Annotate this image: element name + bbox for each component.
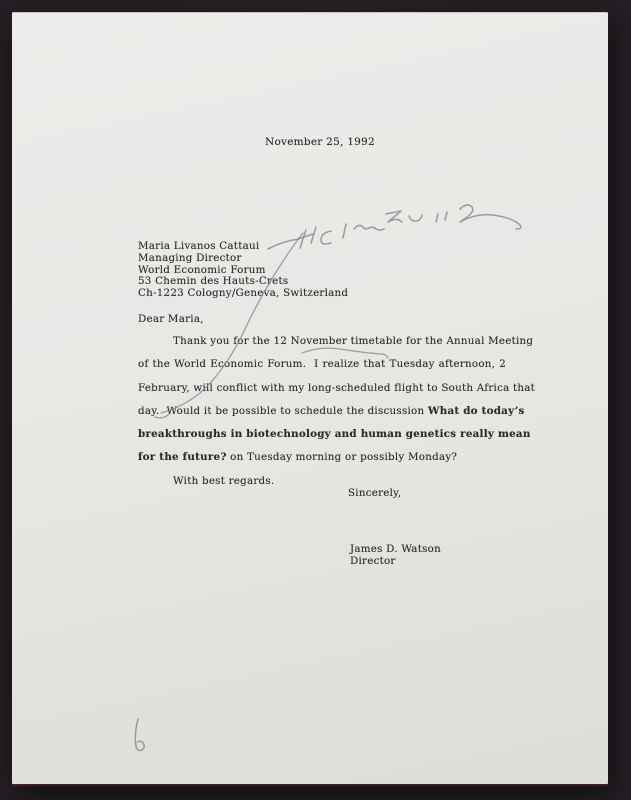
body-text-bold: breakthroughs in biotechnology and human genetics really mean (138, 428, 531, 441)
recipient-name: Maria Livanos Cattaui (138, 240, 260, 252)
recipient-city: Ch-1223 Cologny/Geneva, Switzerland (138, 287, 349, 300)
body-text-bold: for the future? (138, 451, 227, 464)
sign-off: Sincerely, (348, 487, 402, 499)
body-text: Thank you for the 12 November timetable for the Annual Meeting (173, 335, 534, 347)
body-line-3 (138, 377, 536, 400)
recipient-title: Managing Director (138, 251, 242, 264)
body-line-6 (138, 446, 506, 469)
body-line-5 (138, 423, 531, 446)
body-line-1 (138, 330, 534, 353)
pencil-tick-mark-icon (135, 719, 144, 751)
letter-date: November 25, 1992 (265, 136, 375, 148)
body-line-4 (138, 400, 525, 423)
salutation: Dear Maria, (138, 313, 204, 325)
signature-block (350, 543, 441, 567)
body-text: February, will conflict with my long-scheduled flight to South Africa that (138, 381, 536, 394)
body-text: on Tuesday morning or possibly Monday? (226, 451, 458, 464)
signer-title: Director (350, 555, 396, 568)
recipient-organization: World Economic Forum (138, 263, 266, 276)
closing-line: With best regards. (173, 475, 275, 487)
body-text-bold: What do today’s (427, 404, 525, 417)
body-text: day. Would it be possible to schedule the discussion (138, 404, 428, 417)
recipient-address-block (138, 241, 348, 300)
signer-name: James D. Watson (350, 543, 441, 555)
letter-body (138, 330, 536, 470)
body-line-2 (138, 353, 506, 376)
body-text: of the World Economic Forum. I realize that Tuesday afternoon, 2 (138, 358, 506, 371)
recipient-street: 53 Chemin des Hauts-Crets (138, 275, 289, 288)
letter-page (12, 13, 608, 784)
